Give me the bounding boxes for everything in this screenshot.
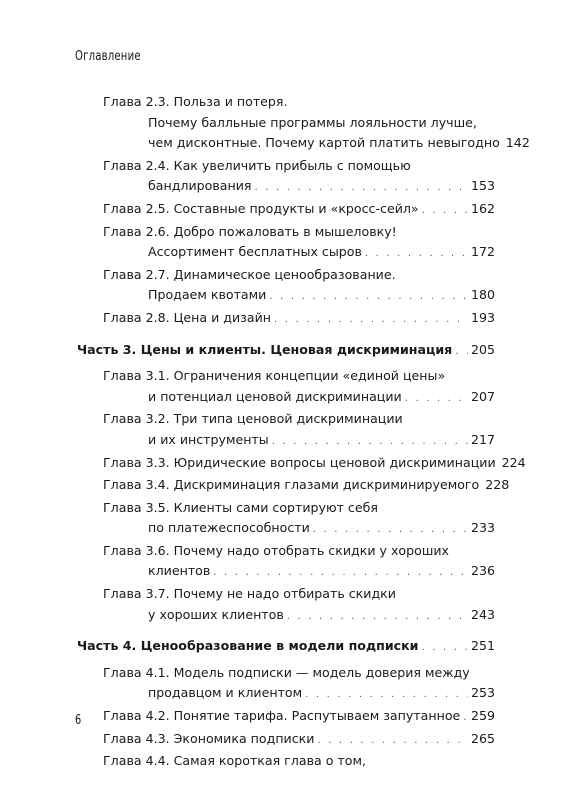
leader-dots xyxy=(365,244,468,265)
chapter-title-line: Почему балльные программы лояльности лучше, xyxy=(148,114,477,130)
leader-dots xyxy=(422,201,468,222)
leader-dots xyxy=(305,685,468,706)
chapter-title-line: Глава 3.4. Дискриминация глазами дискриминируемого xyxy=(103,477,480,493)
page-ref: 142 xyxy=(505,135,530,151)
toc-chapter-entry xyxy=(77,729,495,752)
chapter-title-line: Глава 3.1. Ограничения концепции «единой цены» xyxy=(103,368,446,384)
page-ref: 153 xyxy=(470,178,495,194)
chapter-title-line: по платежеспособности xyxy=(148,520,310,536)
toc-chapter-entry xyxy=(77,706,495,729)
chapter-title-line: Глава 4.3. Экономика подписки xyxy=(103,730,315,746)
chapter-title-line: Ассортимент бесплатных сыров xyxy=(148,244,362,260)
running-header: Оглавление xyxy=(75,49,141,64)
page-ref: 205 xyxy=(470,341,495,357)
part-title: Часть 3. Цены и клиенты. Ценовая дискриминация xyxy=(77,341,453,357)
toc-chapter-entry xyxy=(77,222,495,265)
chapter-title-line: Глава 2.3. Польза и потеря. xyxy=(103,94,288,109)
page-ref: 259 xyxy=(470,708,495,724)
toc-chapter-entry xyxy=(77,541,495,584)
leader-dots xyxy=(405,389,468,410)
chapter-title-line: Глава 2.4. Как увеличить прибыль с помощью xyxy=(103,157,411,173)
chapter-title-line: Глава 2.6. Добро пожаловать в мышеловку! xyxy=(103,223,397,239)
chapter-title-line: Глава 3.3. Юридические вопросы ценовой дискриминации xyxy=(103,454,496,470)
toc-chapter-entry xyxy=(77,308,495,331)
chapter-title-line: и потенциал ценовой дискриминации xyxy=(148,388,402,404)
chapter-title-line: бандлирования xyxy=(148,178,252,194)
page-ref: 207 xyxy=(470,388,495,404)
page-ref: 224 xyxy=(501,454,526,470)
chapter-title-line: Глава 3.6. Почему надо отобрать скидки у хороших xyxy=(103,542,449,558)
toc-chapter-entry xyxy=(77,663,495,706)
page-ref: 253 xyxy=(470,685,495,701)
page-ref: 172 xyxy=(470,244,495,260)
chapter-title-line: продавцом и клиентом xyxy=(148,685,303,701)
page-ref: 243 xyxy=(470,606,495,622)
toc-chapter-entry xyxy=(77,584,495,627)
page-ref: 251 xyxy=(470,638,495,654)
chapter-title-line: Глава 2.8. Цена и дизайн xyxy=(103,309,272,325)
chapter-title-line: Глава 3.7. Почему не надо отбирать скидки xyxy=(103,586,396,602)
chapter-title-line: Глава 2.7. Динамическое ценообразование. xyxy=(103,266,396,282)
leader-dots xyxy=(274,310,468,331)
page-ref: 265 xyxy=(470,730,495,746)
chapter-title-line: Глава 2.5. Составные продукты и «кросс-сейл» xyxy=(103,200,419,216)
leader-dots xyxy=(455,342,468,363)
chapter-title-line: клиентов xyxy=(148,563,211,579)
leader-dots xyxy=(269,287,468,308)
chapter-title-line: Продаем квотами xyxy=(148,287,267,303)
toc-chapter-entry xyxy=(77,453,526,476)
page-ref: 236 xyxy=(470,563,495,579)
chapter-title-line: у хороших клиентов xyxy=(148,606,284,622)
toc-chapter-entry xyxy=(77,265,495,308)
chapter-title-line: и их инструменты xyxy=(148,431,269,447)
toc-part-entry xyxy=(77,340,495,363)
page-ref: 233 xyxy=(470,520,495,536)
chapter-title-line: Глава 3.5. Клиенты сами сортируют себя xyxy=(103,499,378,515)
leader-dots xyxy=(313,520,468,541)
table-of-contents xyxy=(77,92,530,772)
page-ref: 193 xyxy=(470,309,495,325)
toc-chapter-entry xyxy=(77,366,495,409)
leader-dots xyxy=(421,638,467,659)
part-title: Часть 4. Ценообразование в модели подписки xyxy=(77,638,419,654)
toc-chapter-entry xyxy=(77,475,510,498)
page-ref: 162 xyxy=(470,200,495,216)
page-ref: 217 xyxy=(470,431,495,447)
chapter-title-line: Глава 4.4. Самая короткая глава о том, xyxy=(103,753,366,769)
page-ref: 180 xyxy=(470,287,495,303)
leader-dots xyxy=(463,708,468,729)
page-number: 6 xyxy=(75,713,82,728)
toc-chapter-entry xyxy=(77,199,495,222)
leader-dots xyxy=(272,432,468,453)
toc-chapter-entry xyxy=(77,751,495,772)
chapter-title-line: Глава 4.1. Модель подписки — модель доверия между xyxy=(103,664,470,680)
toc-part-entry xyxy=(77,636,495,659)
toc-chapter-entry xyxy=(77,409,495,452)
leader-dots xyxy=(255,178,468,199)
chapter-title-line: Глава 3.2. Три типа ценовой дискриминации xyxy=(103,411,403,427)
chapter-title-line: Глава 4.2. Понятие тарифа. Распутываем запутанное xyxy=(103,708,461,724)
page-ref: 228 xyxy=(485,477,510,493)
leader-dots xyxy=(317,731,467,752)
chapter-title-line: чем дисконтные. Почему картой платить невыгодно xyxy=(148,135,500,151)
toc-chapter-entry xyxy=(77,92,530,156)
toc-chapter-entry xyxy=(77,156,495,199)
toc-chapter-entry xyxy=(77,498,495,541)
leader-dots xyxy=(213,563,468,584)
leader-dots xyxy=(287,607,468,628)
